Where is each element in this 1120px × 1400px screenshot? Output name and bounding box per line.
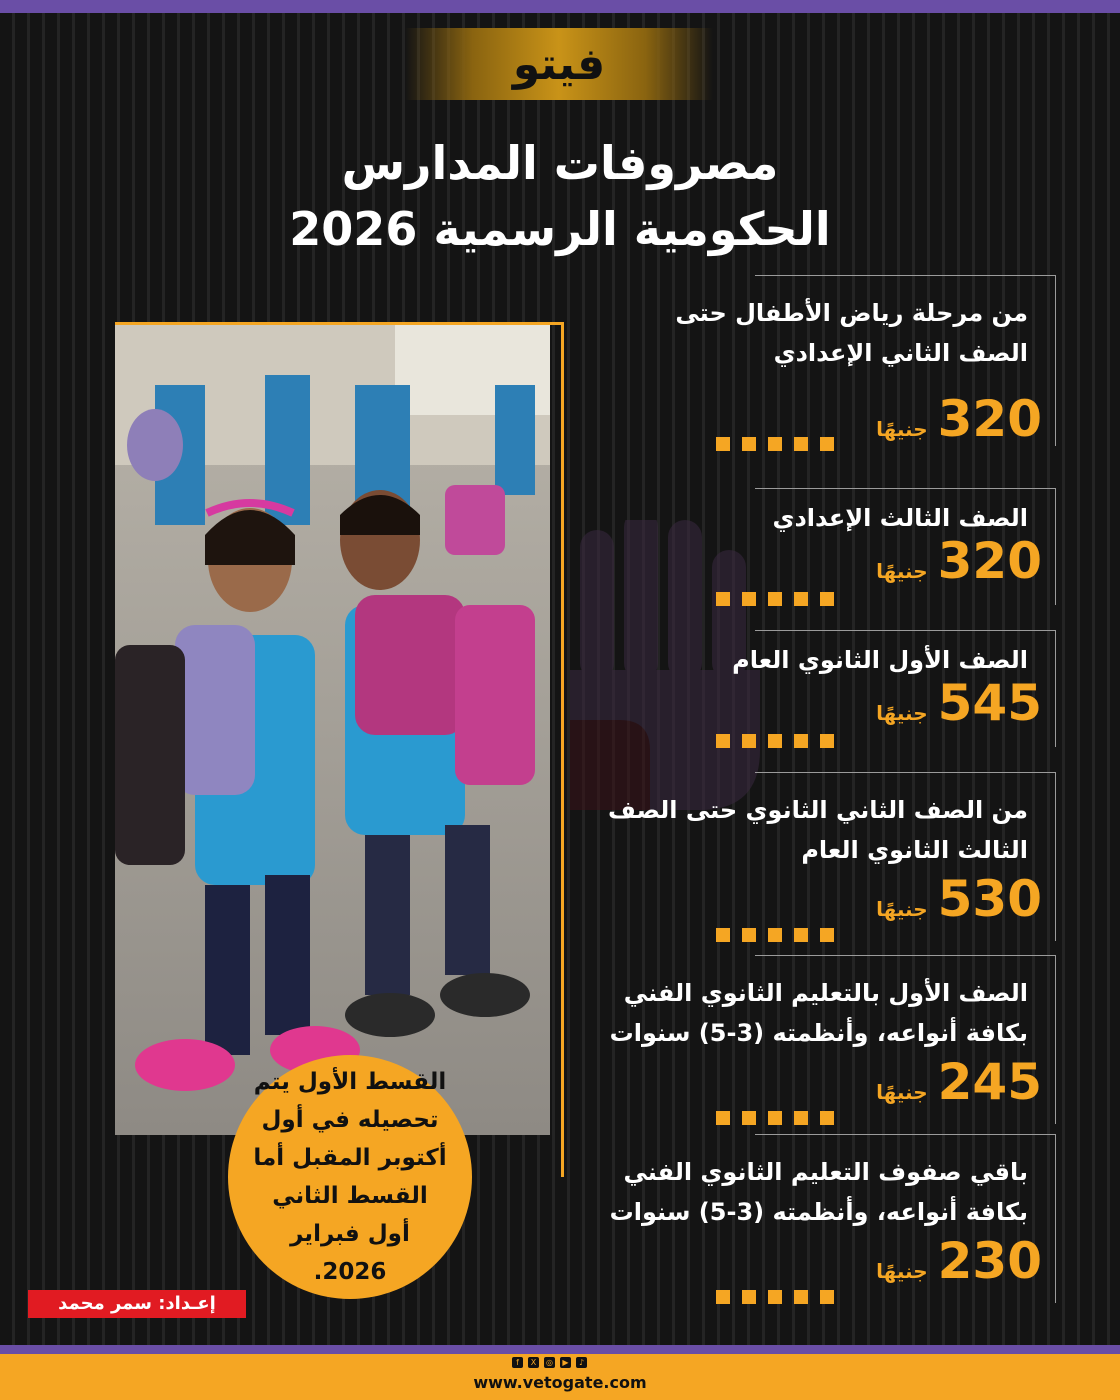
x-icon[interactable]: X [528, 1357, 539, 1368]
decorative-dots [716, 592, 834, 606]
fee-currency: جنيهًا [876, 897, 928, 921]
fee-currency: جنيهًا [876, 1259, 928, 1283]
author-credit: إعـداد: سمر محمد [28, 1290, 246, 1318]
fee-price [876, 1232, 1042, 1290]
tiktok-icon[interactable]: ♪ [576, 1357, 587, 1368]
logo-banner [405, 28, 713, 100]
installment-note-badge [228, 1055, 472, 1299]
youtube-icon[interactable]: ▶ [560, 1357, 571, 1368]
fee-amount: 245 [937, 1053, 1042, 1111]
fee-card-2 [716, 488, 1056, 604]
social-icons [512, 1357, 587, 1368]
decorative-dots [716, 928, 834, 942]
bottom-purple-bar [0, 1345, 1120, 1354]
fee-label: الصف الثالث الإعدادي [772, 504, 1028, 532]
fee-card-3 [716, 630, 1056, 746]
fee-price [876, 390, 1042, 448]
fee-card-4 [608, 772, 1056, 940]
instagram-icon[interactable]: ◎ [544, 1357, 555, 1368]
fee-price [876, 674, 1042, 732]
decorative-dots [716, 437, 834, 451]
facebook-icon[interactable]: f [512, 1357, 523, 1368]
fee-label: من الصف الثاني الثانوي حتى الصف الثالث الثانوي العام [608, 796, 1028, 864]
fee-label: من مرحلة رياض الأطفال حتى الصف الثاني الإعدادي [675, 299, 1028, 367]
decorative-dots [716, 1290, 834, 1304]
students-photo [115, 325, 550, 1135]
fee-card-5 [609, 955, 1056, 1123]
fee-amount: 320 [937, 532, 1042, 590]
fee-currency: جنيهًا [876, 1080, 928, 1104]
fee-amount: 530 [937, 870, 1042, 928]
fee-price [876, 870, 1042, 928]
fee-amount: 545 [937, 674, 1042, 732]
title-line-1: مصروفات المدارس [341, 136, 779, 190]
installment-note: القسط الأول يتم تحصيله في أول أكتوبر المقبل أما القسط الثاني أول فبراير 2026. [253, 1069, 447, 1285]
title-line-2: الحكومية الرسمية 2026 [289, 202, 831, 256]
fee-label: الصف الأول الثانوي العام [732, 646, 1028, 674]
fee-amount: 230 [937, 1232, 1042, 1290]
website-link[interactable]: www.vetogate.com [473, 1373, 647, 1392]
fee-label: باقي صفوف التعليم الثانوي الفني بكافة أنواعه، وأنظمته (3-5) سنوات [609, 1158, 1028, 1226]
fee-currency: جنيهًا [876, 559, 928, 583]
fee-price [876, 1053, 1042, 1111]
fee-card-6 [609, 1134, 1056, 1302]
top-purple-bar [0, 0, 1120, 13]
fee-price [876, 532, 1042, 590]
decorative-dots [716, 734, 834, 748]
brand-logo: فيتو [512, 38, 606, 90]
fee-card-1 [675, 275, 1056, 448]
fee-label: الصف الأول بالتعليم الثانوي الفني بكافة أنواعه، وأنظمته (3-5) سنوات [609, 979, 1028, 1047]
page-title [280, 130, 840, 262]
fee-amount: 320 [937, 390, 1042, 448]
fee-currency: جنيهًا [876, 417, 928, 441]
decorative-dots [716, 1111, 834, 1125]
fee-currency: جنيهًا [876, 701, 928, 725]
